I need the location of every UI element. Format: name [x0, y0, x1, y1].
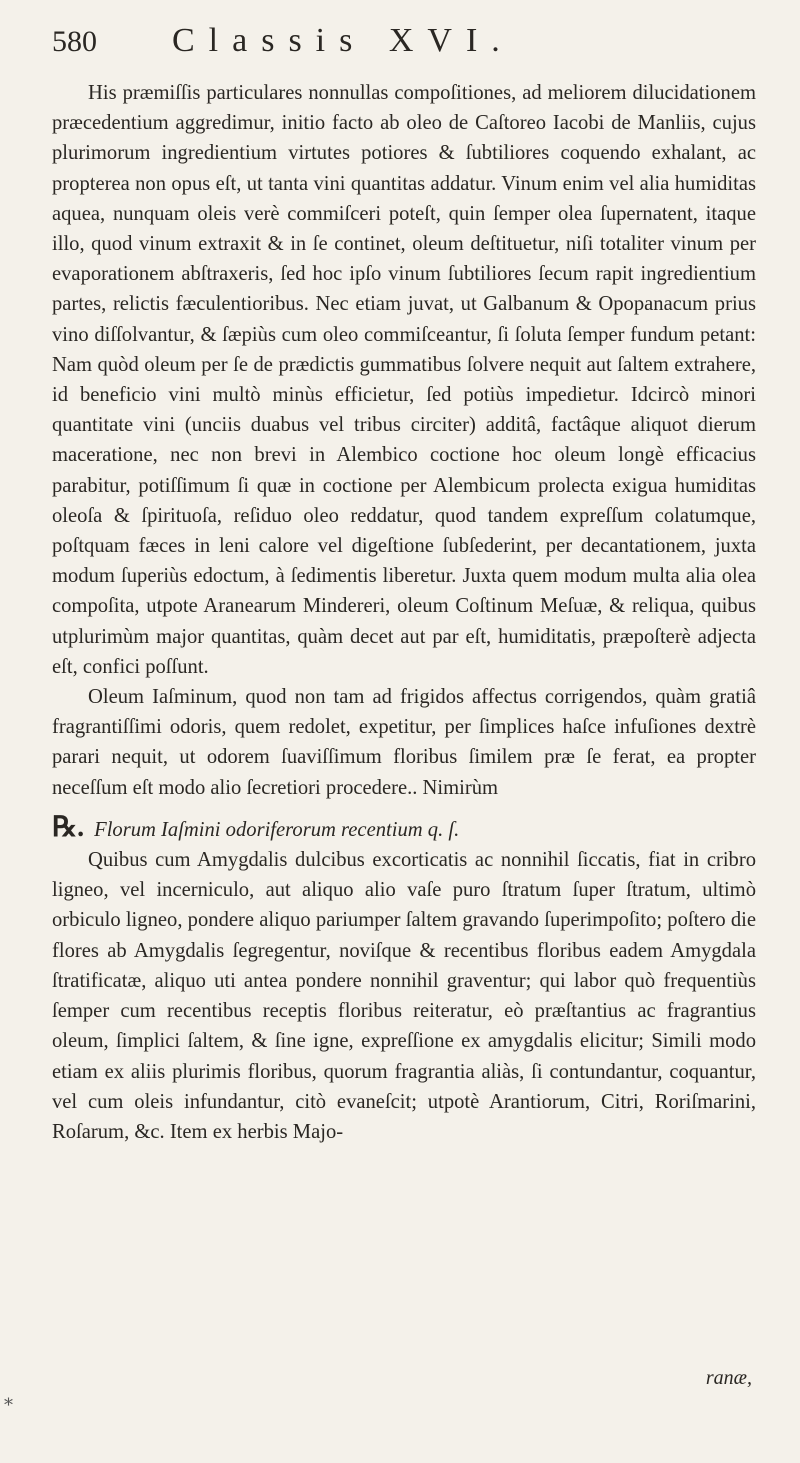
page-header — [52, 22, 756, 78]
catchword: ranæ, — [705, 1367, 752, 1389]
paragraph-amygdala: Quibus cum Amygdalis dulcibus excorticatis ac nonnihil ſiccatis, fiat in cribro ligneo, vel incerniculo, aut aliquo alio vaſe puro ſtratum ſuper ſtratum, ultimò orbiculo ligneo, pondere aliquo pariumper ſaltem gravando ſuperimpoſito; poſtero die flores ab Amygdalis ſegregentur, noviſque & recentibus floribus eadem Amygdala ſtratificatæ, aliquo uti antea pondere nonnihil graventur; qui labor quò frequentiùs ſemper cum recentibus receptis floribus reiteratur, eò præſtantius ac fragrantius oleum, ſimplici ſaltem, & ſine igne, expreſſione ex amygdalis elicitur; Simili modo etiam ex aliis plurimis floribus, quorum fragrantia aliàs, ſi contundantur, coquantur, vel cum oleis infundantur, citò evaneſcit; utpotè Arantiorum, Citri, Roriſmarini, Roſarum, &c. Item ex herbis Majo- — [52, 849, 756, 1143]
running-title: Classis XVI. — [172, 22, 514, 59]
body-text — [52, 78, 756, 1147]
page-number: 580 — [52, 25, 97, 58]
recipe-symbol: ℞. — [52, 811, 85, 843]
paragraph-castoreum: His præmiſſis particulares nonnullas compoſitiones, ad meliorem dilucidationem præcedentium aggredimur, initio facto ab oleo de Caſtoreo Iacobi de Manliis, cujus plurimorum ingredientium virtutes potiores & ſubtiliores coquendo exhalant, ac propterea non opus eſt, ut tanta vini quantitas addatur. Vinum enim vel alia humiditas aquea, nunquam oleis verè commiſceri poteſt, quin ſemper olea ſupernatent, itaque illo, quod vinum extraxit & in ſe continet, oleum deſtituetur, niſi totaliter vinum per evaporationem abſtraxeris, ſed hoc ipſo vinum ſubtiliores ſecum rapit ingredientium partes, relictis fæculentioribus. Nec etiam juvat, ut Galbanum & Opopanacum prius vino diſſolvantur, & ſæpiùs cum oleo commiſceantur, ſi ſoluta ſemper fundum petant: Nam quòd oleum per ſe de prædictis gummatibus ſolvere nequit aut ſaltem extrahere, id beneficio vini multò minùs efficietur, ſed potiùs impedietur. Idcircò minori quantitate vini (unciis duabus vel tribus circiter) additâ, factâque aliquot dierum maceratione, nec non brevi in Alembico coctione hoc oleum longè efficacius parabitur, potiſſimum ſi quæ in coctione per Alembicum prolecta exigua humiditas oleoſa & ſpirituoſa, reſiduo oleo reddatur, quod tandem expreſſum colatumque, poſtquam fæces in leni calore vel digeſtione ſubſederint, per decantationem, juxta modum ſuperiùs edoctum, à ſedimentis liberetur. Juxta quem modum multa alia olea compoſita, utpote Aranearum Mindereri, oleum Coſtinum Meſuæ, & reliqua, quibus utplurimùm major quantitas, quàm decet aut par eſt, humiditatis, præpoſterè adjecta eſt, confici poſſunt. — [52, 82, 756, 678]
margin-mark: * — [4, 1395, 13, 1416]
recipe-text: Florum Iaſmini odoriferorum recentium q. ſ. — [94, 818, 460, 841]
paragraph-jasmine: Oleum Iaſminum, quod non tam ad frigidos affectus corrigendos, quàm gratiâ fragrantiſſimi odoris, quem redolet, expetitur, per ſimplices haſce infuſiones dextrè parari nequit, ut odorem ſuaviſſimum floribus ſimilem præ ſe ferat, ea propter neceſſum eſt modo alio ſecretiori procedere.. Nimirùm — [52, 686, 756, 799]
recipe-line — [52, 813, 756, 845]
